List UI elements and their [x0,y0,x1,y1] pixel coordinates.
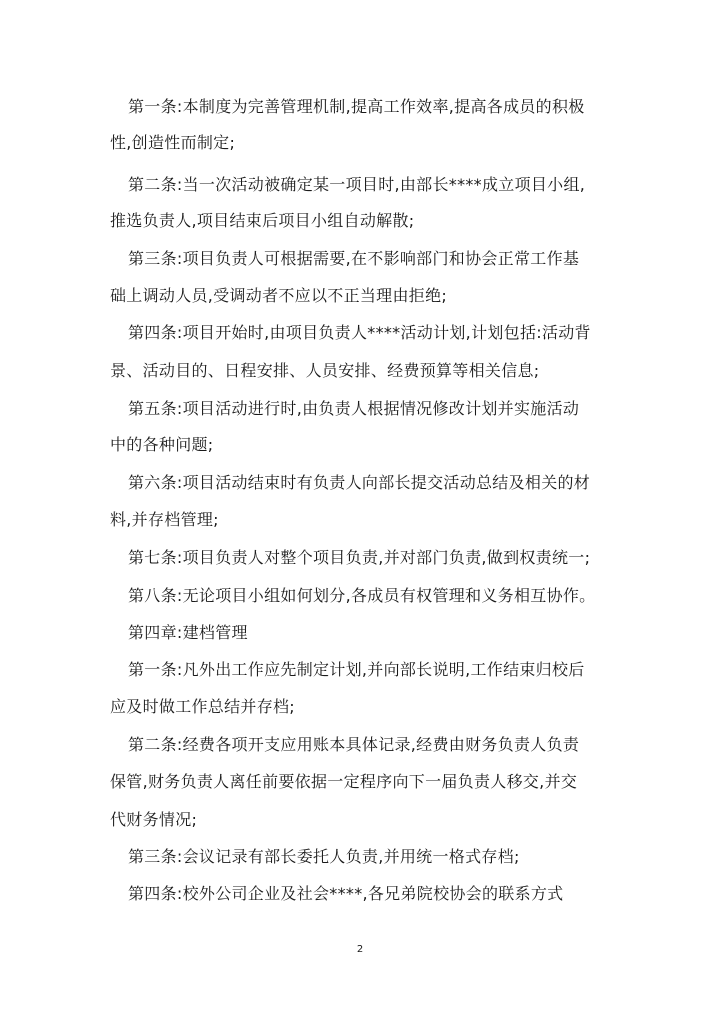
text-line: 第三条:项目负责人可根据需要,在不影响部门和协会正常工作基 [128,249,580,268]
text-line: 第四条:校外公司企业及社会****,各兄弟院校协会的联系方式 [128,884,564,903]
chapter-heading: 第四章:建档管理 [128,623,248,642]
text-line: 第一条:本制度为完善管理机制,提高工作效率,提高各成员的积极 [128,97,585,116]
text-line: 第八条:无论项目小组如何划分,各成员有权管理和义务相互协作。 [128,586,596,605]
text-line: 中的各种问题; [110,435,214,454]
text-line: 第七条:项目负责人对整个项目负责,并对部门负责,做到权责统一; [128,548,591,567]
text-line: 第三条:会议记录有部长委托人负责,并用统一格式存档; [128,847,520,866]
page-number: 2 [356,944,364,955]
text-line: 景、活动目的、日程安排、人员安排、经费预算等相关信息; [110,361,540,380]
text-line: 础上调动人员,受调动者不应以不正当理由拒绝; [110,286,448,305]
text-line: 第一条:凡外出工作应先制定计划,并向部长说明,工作结束归校后 [128,660,585,679]
text-line: 第二条:经费各项开支应用账本具体记录,经费由财务负责人负责 [128,735,580,754]
text-line: 代财务情况; [110,810,198,829]
text-line: 推选负责人,项目结束后项目小组自动解散; [110,211,415,230]
text-line: 性,创造性而制定; [110,133,236,152]
text-line: 料,并存档管理; [110,510,219,529]
text-line: 第六条:项目活动结束时有负责人向部长提交活动总结及相关的材 [128,473,591,492]
text-line: 第五条:项目活动进行时,由负责人根据情况修改计划并实施活动 [128,399,580,418]
text-line: 应及时做工作总结并存档; [110,697,295,716]
text-line: 保管,财务负责人离任前要依据一定程序向下一届负责人移交,并交 [110,772,578,791]
text-line: 第二条:当一次活动被确定某一项目时,由部长****成立项目小组, [128,175,586,194]
text-line: 第四条:项目开始时,由项目负责人****活动计划,计划包括:活动背 [128,323,591,342]
